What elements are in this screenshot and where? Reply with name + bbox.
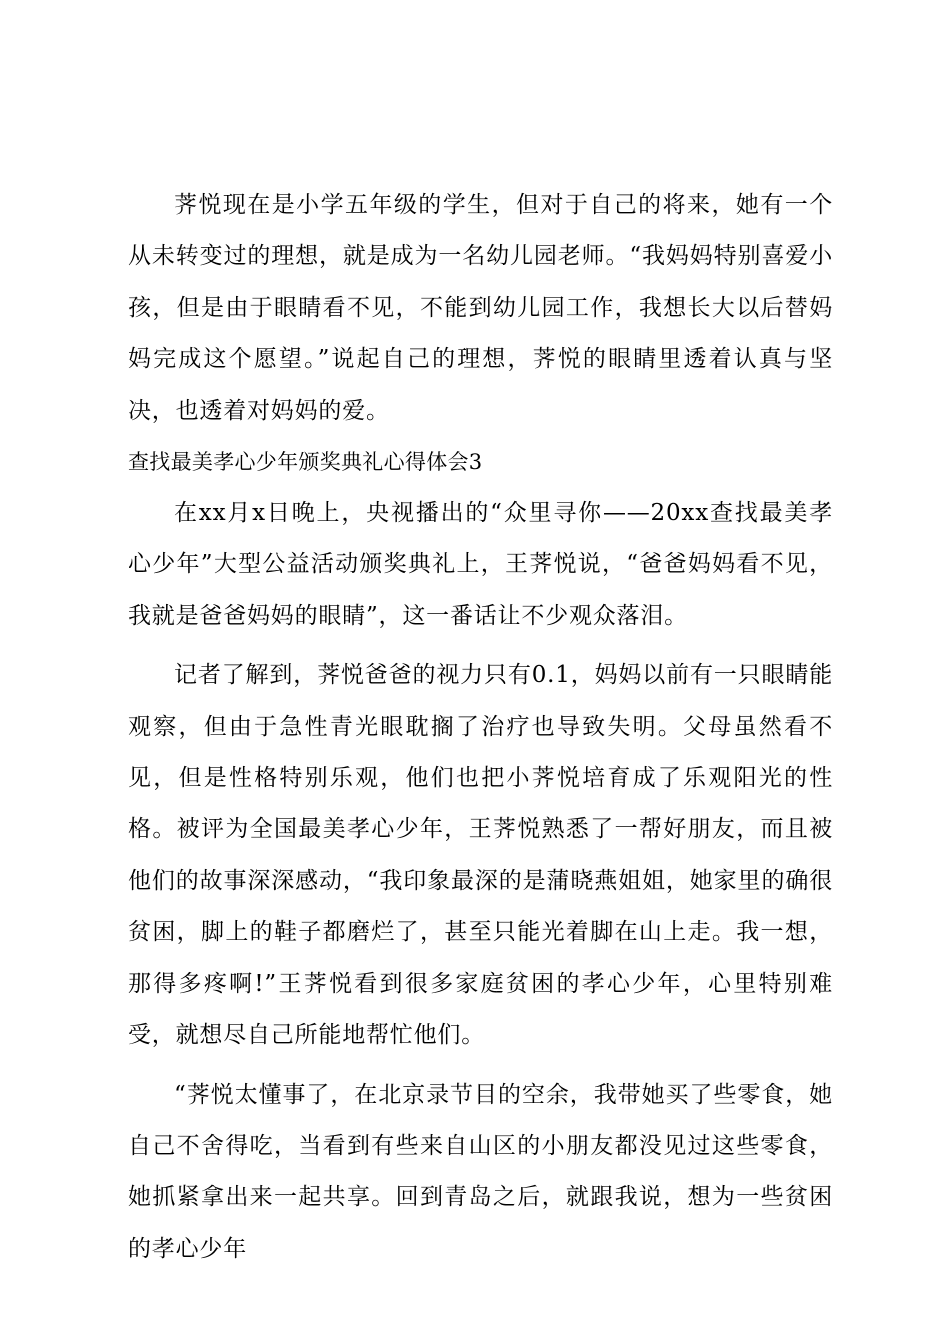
paragraph-ceremony: 在xx月x日晚上，央视播出的“众里寻你——20xx查找最美孝心少年”大型公益活动颁奖典礼上，王荠悦说，“爸爸妈妈看不见，我就是爸爸妈妈的眼睛”，这一番话让不少观众落泪。 xyxy=(128,500,833,629)
paragraph-quote: “荠悦太懂事了，在北京录节目的空余，我带她买了些零食，她自己不舍得吃，当看到有些来自山区的小朋友都没见过这些零食，她抓紧拿出来一起共享。回到青岛之后，就跟我说，想为一些贫困的孝心少年 xyxy=(128,1081,833,1262)
paragraph-spacer xyxy=(128,642,833,650)
paragraph-dream: 荠悦现在是小学五年级的学生，但对于自己的将来，她有一个从未转变过的理想，就是成为一名幼儿园老师。“我妈妈特别喜爱小孩，但是由于眼睛看不见，不能到幼儿园工作，我想长大以后替妈妈完成这个愿望。”说起自己的理想，荠悦的眼睛里透着认真与坚决，也透着对妈妈的爱。 xyxy=(128,192,833,424)
document-body xyxy=(128,180,833,1275)
paragraph-spacer xyxy=(128,1062,833,1070)
section-heading: 查找最美孝心少年颁奖典礼心得体会3 xyxy=(128,450,483,475)
paragraph-reporter: 记者了解到，荠悦爸爸的视力只有0.1，妈妈以前有一只眼睛能观察，但由于急性青光眼耽搁了治疗也导致失明。父母虽然看不见，但是性格特别乐观，他们也把小荠悦培育成了乐观阳光的性格。被评为全国最美孝心少年，王荠悦熟悉了一帮好朋友，而且被他们的故事深深感动，“我印象最深的是蒲晓燕姐姐，她家里的确很贫困，脚上的鞋子都磨烂了，甚至只能光着脚在山上走。我一想，那得多疼啊!”王荠悦看到很多家庭贫困的孝心少年，心里特别难受，就想尽自己所能地帮忙他们。 xyxy=(128,662,833,1049)
